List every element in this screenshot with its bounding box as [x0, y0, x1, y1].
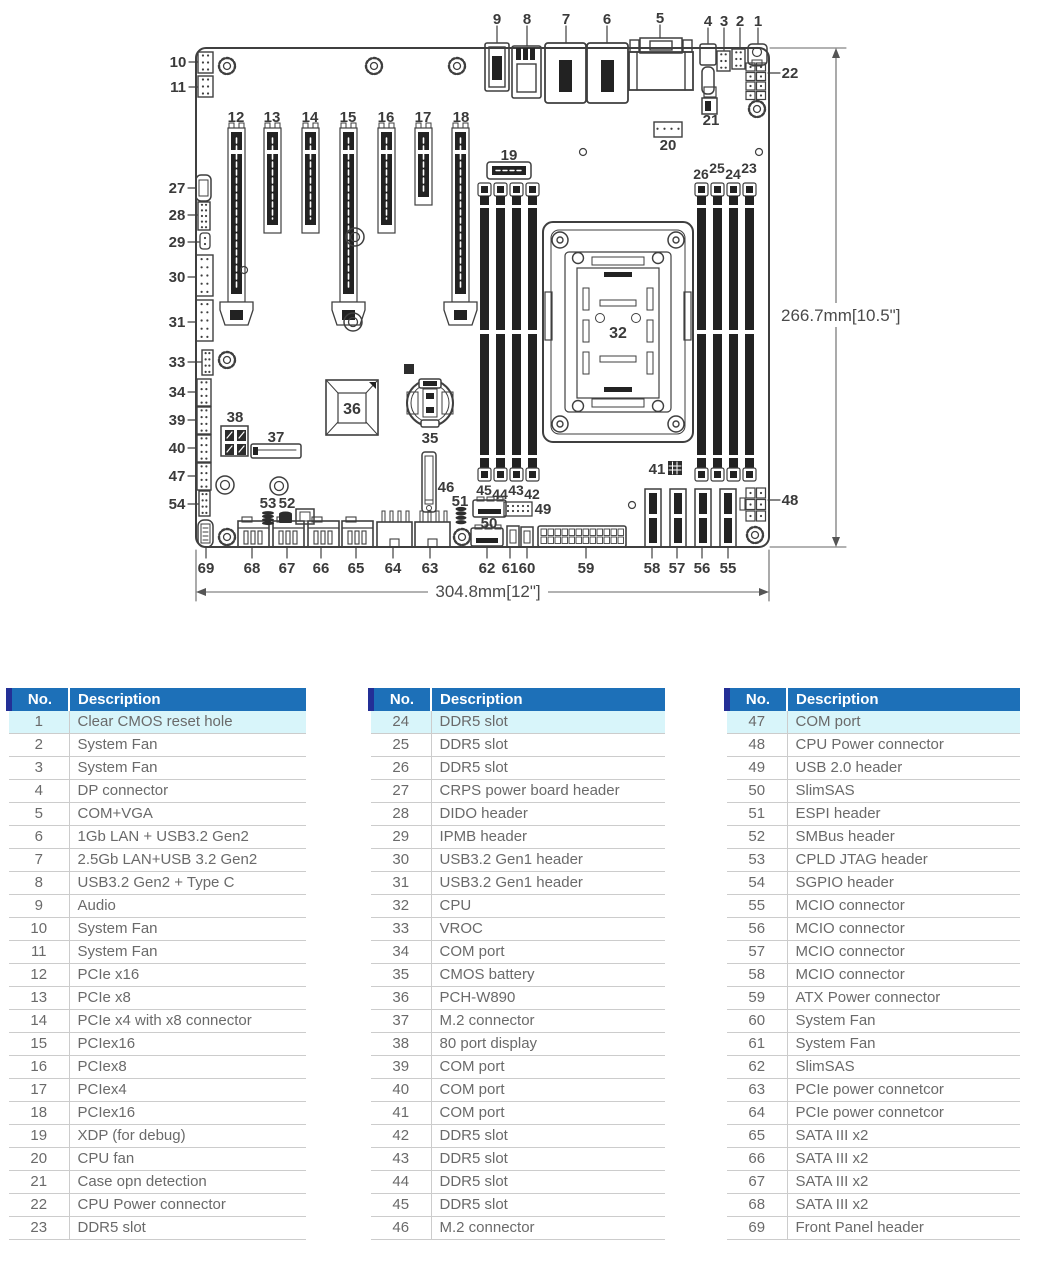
- legend-row-35: [371, 964, 665, 987]
- cell-description: DDR5 slot: [431, 757, 665, 780]
- legend-row-17: [9, 1079, 306, 1102]
- legend-row-69: [727, 1217, 1020, 1240]
- legend-row-10: [9, 918, 306, 941]
- callout-35: 35: [421, 430, 439, 447]
- callout-68: 68: [243, 560, 261, 577]
- cell-description: CPU Power connector: [787, 734, 1020, 757]
- cell-no: 36: [371, 987, 431, 1010]
- legend-row-22: [9, 1194, 306, 1217]
- cell-no: 27: [371, 780, 431, 803]
- legend-row-2: [9, 734, 306, 757]
- cell-no: 18: [9, 1102, 69, 1125]
- cell-no: 69: [727, 1217, 787, 1240]
- callout-36: 36: [343, 401, 361, 418]
- cell-description: System Fan: [69, 918, 306, 941]
- cell-description: VROC: [431, 918, 665, 941]
- legend-row-59: [727, 987, 1020, 1010]
- legend-row-29: [371, 826, 665, 849]
- cell-no: 16: [9, 1056, 69, 1079]
- callout-57: 57: [668, 560, 686, 577]
- callout-26: 26: [693, 166, 709, 182]
- cell-no: 62: [727, 1056, 787, 1079]
- legend-row-66: [727, 1148, 1020, 1171]
- cell-no: 12: [9, 964, 69, 987]
- callout-40: 40: [168, 440, 186, 457]
- cell-no: 64: [727, 1102, 787, 1125]
- cell-description: DDR5 slot: [431, 1194, 665, 1217]
- callout-45: 45: [476, 482, 492, 498]
- cell-description: System Fan: [787, 1033, 1020, 1056]
- cell-description: SMBus header: [787, 826, 1020, 849]
- cell-no: 8: [9, 872, 69, 895]
- cell-no: 11: [9, 941, 69, 964]
- cell-no: 26: [371, 757, 431, 780]
- legend-row-51: [727, 803, 1020, 826]
- cell-no: 61: [727, 1033, 787, 1056]
- callout-4: 4: [703, 13, 713, 30]
- legend-row-26: [371, 757, 665, 780]
- callout-43: 43: [508, 482, 524, 498]
- cell-no: 50: [727, 780, 787, 803]
- cell-no: 6: [9, 826, 69, 849]
- cell-description: CPU: [431, 895, 665, 918]
- cell-no: 40: [371, 1079, 431, 1102]
- legend-row-11: [9, 941, 306, 964]
- callout-11: 11: [170, 79, 186, 96]
- cell-no: 39: [371, 1056, 431, 1079]
- cell-no: 35: [371, 964, 431, 987]
- cell-description: COM port: [787, 711, 1020, 734]
- legend-row-68: [727, 1194, 1020, 1217]
- cell-no: 4: [9, 780, 69, 803]
- legend-row-9: [9, 895, 306, 918]
- callout-44: 44: [492, 486, 508, 502]
- cell-description: DDR5 slot: [431, 1171, 665, 1194]
- callout-63: 63: [421, 560, 439, 577]
- legend-row-56: [727, 918, 1020, 941]
- legend-row-15: [9, 1033, 306, 1056]
- callout-56: 56: [693, 560, 711, 577]
- cell-description: COM port: [431, 1056, 665, 1079]
- callout-41: 41: [648, 461, 666, 478]
- cell-no: 57: [727, 941, 787, 964]
- cell-no: 32: [371, 895, 431, 918]
- callout-37: 37: [267, 429, 285, 446]
- callout-48: 48: [781, 492, 799, 509]
- callout-14: 14: [301, 109, 319, 126]
- callout-6: 6: [602, 11, 612, 28]
- cell-no: 45: [371, 1194, 431, 1217]
- cell-description: Clear CMOS reset hole: [69, 711, 306, 734]
- legend-row-25: [371, 734, 665, 757]
- legend-row-63: [727, 1079, 1020, 1102]
- callout-23: 23: [741, 160, 757, 176]
- cell-description: DDR5 slot: [431, 1125, 665, 1148]
- cell-description: DP connector: [69, 780, 306, 803]
- callout-25: 25: [709, 160, 725, 176]
- callout-34: 34: [168, 384, 186, 401]
- legend-row-55: [727, 895, 1020, 918]
- legend-row-20: [9, 1148, 306, 1171]
- cell-no: 14: [9, 1010, 69, 1033]
- legend-row-50: [727, 780, 1020, 803]
- legend-row-30: [371, 849, 665, 872]
- cell-no: 29: [371, 826, 431, 849]
- cell-description: 1Gb LAN + USB3.2 Gen2: [69, 826, 306, 849]
- cell-description: System Fan: [787, 1010, 1020, 1033]
- legend-row-39: [371, 1056, 665, 1079]
- cell-description: PCIex16: [69, 1033, 306, 1056]
- callout-60: 60: [518, 560, 536, 577]
- col-header-description: Description: [431, 688, 665, 711]
- legend-row-8: [9, 872, 306, 895]
- cell-description: PCIe x16: [69, 964, 306, 987]
- cell-description: 2.5Gb LAN+USB 3.2 Gen2: [69, 849, 306, 872]
- cell-description: XDP (for debug): [69, 1125, 306, 1148]
- cell-description: M.2 connector: [431, 1217, 665, 1240]
- cell-no: 38: [371, 1033, 431, 1056]
- cell-no: 43: [371, 1148, 431, 1171]
- legend-row-19: [9, 1125, 306, 1148]
- callout-10: 10: [169, 54, 187, 71]
- cell-no: 59: [727, 987, 787, 1010]
- legend-row-48: [727, 734, 1020, 757]
- cell-description: CMOS battery: [431, 964, 665, 987]
- legend-row-46: [371, 1217, 665, 1240]
- cell-no: 41: [371, 1102, 431, 1125]
- col-header-no: No.: [371, 688, 431, 711]
- legend-row-57: [727, 941, 1020, 964]
- cell-no: 23: [9, 1217, 69, 1240]
- cell-no: 2: [9, 734, 69, 757]
- legend-row-52: [727, 826, 1020, 849]
- callout-30: 30: [168, 269, 186, 286]
- callout-15: 15: [339, 109, 357, 126]
- callout-49: 49: [534, 501, 552, 518]
- callout-53: 53: [259, 495, 277, 512]
- cell-no: 25: [371, 734, 431, 757]
- board-height-dimension: 266.7mm[10.5"]: [781, 306, 901, 325]
- cell-description: ATX Power connector: [787, 987, 1020, 1010]
- cell-no: 24: [371, 711, 431, 734]
- cell-description: CPLD JTAG header: [787, 849, 1020, 872]
- cell-no: 28: [371, 803, 431, 826]
- cell-description: SATA III x2: [787, 1148, 1020, 1171]
- cell-no: 30: [371, 849, 431, 872]
- legend-row-31: [371, 872, 665, 895]
- callout-67: 67: [278, 560, 296, 577]
- legend-row-42: [371, 1125, 665, 1148]
- callout-62: 62: [478, 560, 496, 577]
- col-header-description: Description: [787, 688, 1020, 711]
- callout-46: 46: [437, 479, 455, 496]
- cell-description: MCIO connector: [787, 918, 1020, 941]
- legend-row-27: [371, 780, 665, 803]
- callout-21: 21: [702, 112, 720, 129]
- callout-13: 13: [263, 109, 281, 126]
- cell-no: 42: [371, 1125, 431, 1148]
- legend-row-1: [9, 711, 306, 734]
- cell-no: 22: [9, 1194, 69, 1217]
- cell-description: SATA III x2: [787, 1194, 1020, 1217]
- callout-5: 5: [655, 10, 665, 27]
- col-header-no: No.: [9, 688, 69, 711]
- legend-row-54: [727, 872, 1020, 895]
- cell-no: 56: [727, 918, 787, 941]
- legend-row-23: [9, 1217, 306, 1240]
- cell-description: USB3.2 Gen1 header: [431, 872, 665, 895]
- cell-no: 67: [727, 1171, 787, 1194]
- callout-18: 18: [452, 109, 470, 126]
- cell-description: CPU fan: [69, 1148, 306, 1171]
- callout-38: 38: [226, 409, 244, 426]
- cell-no: 49: [727, 757, 787, 780]
- cell-description: SATA III x2: [787, 1125, 1020, 1148]
- callout-28: 28: [168, 207, 186, 224]
- callout-66: 66: [312, 560, 330, 577]
- cell-no: 13: [9, 987, 69, 1010]
- cell-description: 80 port display: [431, 1033, 665, 1056]
- legend-row-21: [9, 1171, 306, 1194]
- callout-58: 58: [643, 560, 661, 577]
- cell-no: 19: [9, 1125, 69, 1148]
- legend-row-38: [371, 1033, 665, 1056]
- legend-row-60: [727, 1010, 1020, 1033]
- cell-description: PCIe x4 with x8 connector: [69, 1010, 306, 1033]
- cell-no: 34: [371, 941, 431, 964]
- cell-description: PCIex4: [69, 1079, 306, 1102]
- callout-55: 55: [719, 560, 737, 577]
- cell-description: SlimSAS: [787, 1056, 1020, 1079]
- legend-row-34: [371, 941, 665, 964]
- cell-no: 58: [727, 964, 787, 987]
- cell-description: SlimSAS: [787, 780, 1020, 803]
- legend-table-2: [368, 688, 665, 1240]
- cell-no: 66: [727, 1148, 787, 1171]
- callout-24: 24: [725, 166, 741, 182]
- cell-description: DDR5 slot: [431, 1148, 665, 1171]
- callout-12: 12: [227, 109, 245, 126]
- cell-no: 44: [371, 1171, 431, 1194]
- legend-row-4: [9, 780, 306, 803]
- cell-no: 48: [727, 734, 787, 757]
- cell-no: 60: [727, 1010, 787, 1033]
- cell-description: PCIe power connetcor: [787, 1079, 1020, 1102]
- callout-42: 42: [524, 486, 540, 502]
- legend-row-61: [727, 1033, 1020, 1056]
- cell-description: PCIex8: [69, 1056, 306, 1079]
- callout-39: 39: [168, 412, 186, 429]
- callout-54: 54: [168, 496, 186, 513]
- callout-59: 59: [577, 560, 595, 577]
- cell-no: 1: [9, 711, 69, 734]
- cell-description: CPU Power connector: [69, 1194, 306, 1217]
- callout-22: 22: [781, 65, 799, 82]
- legend-row-28: [371, 803, 665, 826]
- cell-description: MCIO connector: [787, 964, 1020, 987]
- cell-no: 20: [9, 1148, 69, 1171]
- cell-description: ESPI header: [787, 803, 1020, 826]
- cell-no: 21: [9, 1171, 69, 1194]
- callout-52: 52: [278, 495, 296, 512]
- board-width-dimension: 304.8mm[12"]: [435, 582, 541, 601]
- cell-description: CRPS power board header: [431, 780, 665, 803]
- callout-31: 31: [168, 314, 186, 331]
- callout-69: 69: [197, 560, 215, 577]
- legend-row-67: [727, 1171, 1020, 1194]
- legend-row-13: [9, 987, 306, 1010]
- callout-27: 27: [168, 180, 186, 197]
- callout-51: 51: [451, 493, 469, 510]
- callout-47: 47: [168, 468, 186, 485]
- legend-row-53: [727, 849, 1020, 872]
- legend-row-44: [371, 1171, 665, 1194]
- legend-row-41: [371, 1102, 665, 1125]
- callout-32: 32: [609, 325, 627, 342]
- cell-description: System Fan: [69, 757, 306, 780]
- legend-row-6: [9, 826, 306, 849]
- legend-row-43: [371, 1148, 665, 1171]
- legend-row-32: [371, 895, 665, 918]
- legend-row-58: [727, 964, 1020, 987]
- legend-row-16: [9, 1056, 306, 1079]
- callout-20: 20: [659, 137, 677, 154]
- cell-description: MCIO connector: [787, 895, 1020, 918]
- chip-41: [668, 461, 682, 475]
- cell-no: 63: [727, 1079, 787, 1102]
- cell-description: PCIex16: [69, 1102, 306, 1125]
- callout-19: 19: [500, 147, 518, 164]
- cell-description: PCIe x8: [69, 987, 306, 1010]
- legend-row-18: [9, 1102, 306, 1125]
- cell-description: USB 2.0 header: [787, 757, 1020, 780]
- legend-row-14: [9, 1010, 306, 1033]
- legend-row-36: [371, 987, 665, 1010]
- cell-description: DIDO header: [431, 803, 665, 826]
- legend-row-7: [9, 849, 306, 872]
- legend-row-49: [727, 757, 1020, 780]
- cell-no: 55: [727, 895, 787, 918]
- legend-table-1: [6, 688, 306, 1240]
- legend-row-62: [727, 1056, 1020, 1079]
- callout-17: 17: [414, 109, 432, 126]
- cell-description: M.2 connector: [431, 1010, 665, 1033]
- cell-no: 47: [727, 711, 787, 734]
- col-header-description: Description: [69, 688, 306, 711]
- col-header-no: No.: [727, 688, 787, 711]
- cell-description: Audio: [69, 895, 306, 918]
- legend-row-33: [371, 918, 665, 941]
- callout-9: 9: [492, 11, 502, 28]
- cell-no: 7: [9, 849, 69, 872]
- cell-no: 68: [727, 1194, 787, 1217]
- legend-row-47: [727, 711, 1020, 734]
- cell-description: COM+VGA: [69, 803, 306, 826]
- cell-description: MCIO connector: [787, 941, 1020, 964]
- callout-33: 33: [168, 354, 186, 371]
- cell-description: COM port: [431, 1079, 665, 1102]
- cell-description: PCIe power connetcor: [787, 1102, 1020, 1125]
- legend-row-37: [371, 1010, 665, 1033]
- cell-description: COM port: [431, 941, 665, 964]
- legend-row-5: [9, 803, 306, 826]
- legend-row-3: [9, 757, 306, 780]
- cell-no: 9: [9, 895, 69, 918]
- legend-row-24: [371, 711, 665, 734]
- cell-description: System Fan: [69, 941, 306, 964]
- legend-row-65: [727, 1125, 1020, 1148]
- callout-50: 50: [480, 515, 498, 532]
- cell-no: 52: [727, 826, 787, 849]
- cell-no: 65: [727, 1125, 787, 1148]
- cell-no: 3: [9, 757, 69, 780]
- cell-no: 54: [727, 872, 787, 895]
- cell-no: 15: [9, 1033, 69, 1056]
- cell-no: 51: [727, 803, 787, 826]
- cell-no: 17: [9, 1079, 69, 1102]
- callout-8: 8: [522, 11, 532, 28]
- cell-description: IPMB header: [431, 826, 665, 849]
- cell-no: 53: [727, 849, 787, 872]
- legend-row-12: [9, 964, 306, 987]
- cell-description: SATA III x2: [787, 1171, 1020, 1194]
- callout-7: 7: [561, 11, 571, 28]
- cell-description: System Fan: [69, 734, 306, 757]
- callout-3: 3: [719, 13, 729, 30]
- cell-no: 10: [9, 918, 69, 941]
- cell-description: SGPIO header: [787, 872, 1020, 895]
- cell-description: COM port: [431, 1102, 665, 1125]
- cell-description: DDR5 slot: [431, 734, 665, 757]
- cell-description: Front Panel header: [787, 1217, 1020, 1240]
- cell-description: USB3.2 Gen1 header: [431, 849, 665, 872]
- cell-description: Case opn detection: [69, 1171, 306, 1194]
- cell-description: DDR5 slot: [431, 711, 665, 734]
- legend-table-3: [724, 688, 1020, 1240]
- cell-no: 33: [371, 918, 431, 941]
- cell-no: 5: [9, 803, 69, 826]
- cell-description: PCH-W890: [431, 987, 665, 1010]
- callout-61: 61: [501, 560, 519, 577]
- callout-29: 29: [168, 234, 186, 251]
- legend-row-40: [371, 1079, 665, 1102]
- cell-description: DDR5 slot: [69, 1217, 306, 1240]
- cell-no: 31: [371, 872, 431, 895]
- callout-1: 1: [753, 13, 763, 30]
- callout-65: 65: [347, 560, 365, 577]
- legend-row-64: [727, 1102, 1020, 1125]
- cell-description: USB3.2 Gen2 + Type C: [69, 872, 306, 895]
- callout-2: 2: [735, 13, 745, 30]
- callout-16: 16: [377, 109, 395, 126]
- legend-row-45: [371, 1194, 665, 1217]
- callout-64: 64: [384, 560, 402, 577]
- cell-no: 37: [371, 1010, 431, 1033]
- cell-no: 46: [371, 1217, 431, 1240]
